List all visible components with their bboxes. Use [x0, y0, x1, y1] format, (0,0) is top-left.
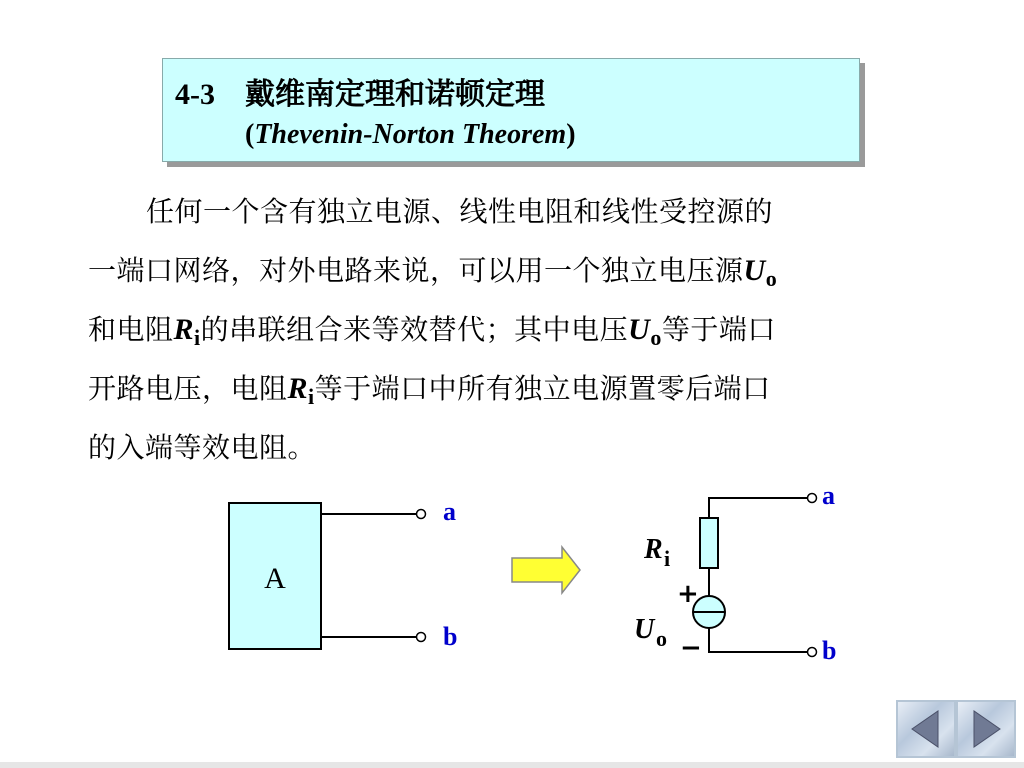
resistor-Ri [700, 518, 718, 568]
network-label: A [264, 562, 286, 595]
minus-sign: − [680, 633, 702, 663]
line4-text-b: 等于端口中所有独立电源置零后端口 [314, 372, 771, 405]
next-slide-button[interactable] [956, 700, 1016, 758]
line3-text-c: 等于端口 [661, 313, 776, 346]
resistor-symbol: R [644, 534, 663, 565]
paragraph-line-1: 任何一个含有独立电源、线性电阻和线性受控源的 [146, 195, 774, 228]
line4-text-a: 开路电压，电阻 [88, 372, 288, 405]
triangle-right-icon [958, 702, 1014, 756]
subscript-o: o [765, 266, 778, 291]
plus-sign: + [677, 579, 699, 609]
title-chinese: 戴维南定理和诺顿定理 [245, 77, 545, 112]
equivalence-arrow-icon [512, 547, 580, 593]
english-theorem-name: Thevenin-Norton Theorem [254, 119, 567, 150]
terminal-b-label: b [822, 636, 837, 665]
resistor-subscript: i [664, 546, 671, 571]
section-number: 4-3 [175, 78, 215, 111]
terminal-b-node [417, 633, 426, 642]
paren-close: ) [566, 119, 576, 150]
symbol-U: U [628, 313, 651, 346]
line2-text: 一端口网络，对外电路来说，可以用一个独立电压源 [88, 254, 744, 287]
terminal-b-node [808, 648, 817, 657]
terminal-a-label: a [822, 481, 835, 510]
symbol-R: R [173, 313, 195, 346]
subscript-o: o [650, 325, 662, 350]
symbol-U: U [743, 254, 766, 287]
subscript-i: i [194, 325, 201, 350]
thevenin-equivalent [634, 481, 836, 665]
bottom-wire [709, 628, 808, 652]
source-symbol: U [634, 614, 655, 645]
source-subscript: o [656, 626, 667, 651]
paragraph-line-5: 的入端等效电阻。 [88, 431, 317, 464]
top-wire [709, 498, 808, 518]
prev-slide-button[interactable] [896, 700, 956, 758]
terminal-b-label: b [443, 622, 458, 651]
terminal-a-node [808, 494, 817, 503]
terminal-a-label: a [443, 497, 456, 526]
line3-text-b: 的串联组合来等效替代；其中电压 [200, 313, 629, 346]
line3-text-a: 和电阻 [88, 313, 174, 346]
triangle-left-icon [898, 702, 954, 756]
terminal-a-node [417, 510, 426, 519]
symbol-R: R [287, 372, 309, 405]
one-port-network [229, 497, 457, 651]
subscript-i: i [308, 384, 315, 409]
paren-open: ( [245, 119, 255, 150]
footer-bar [0, 762, 1024, 768]
